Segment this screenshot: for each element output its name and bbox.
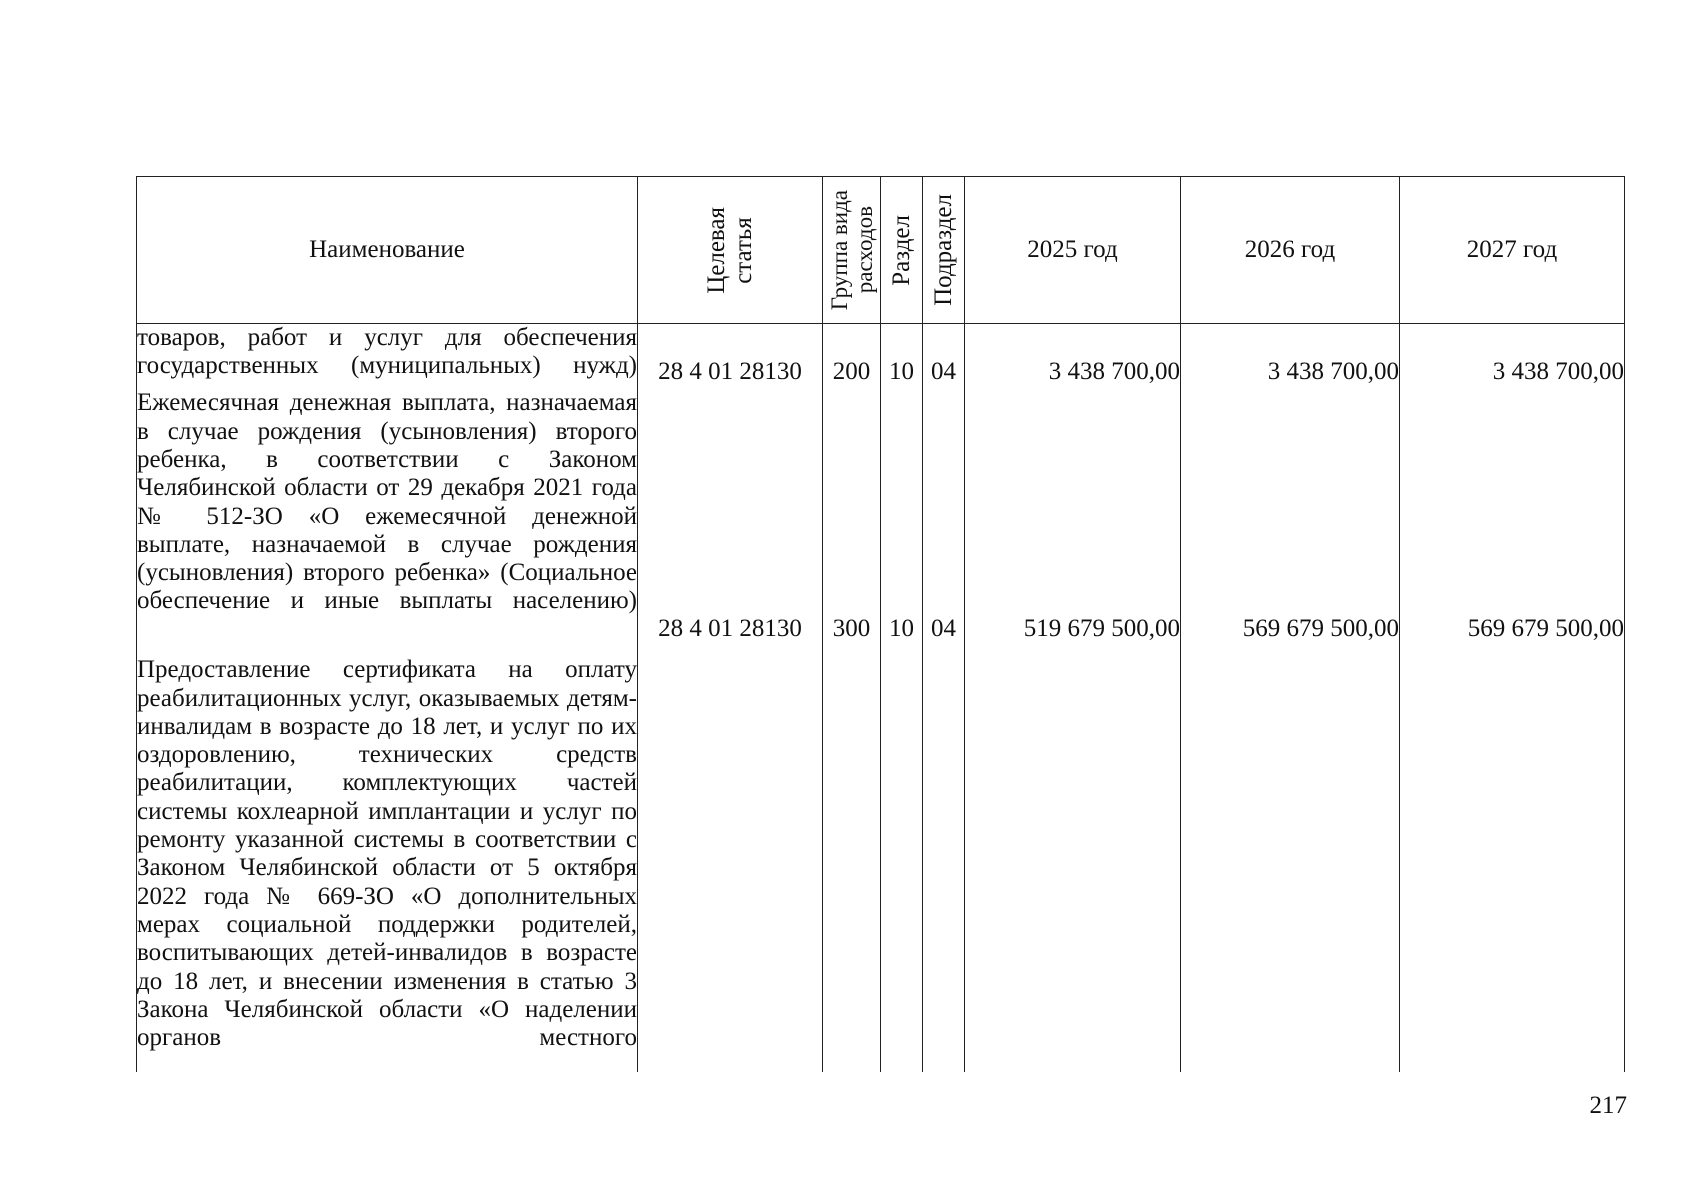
amount-2025-cell: 3 438 700,00 [965,324,1181,390]
subsection-cell: 04 [923,324,965,390]
row-name-cell: товаров, работ и услуг для обеспечения государственных (муниципальных) нужд) [137,324,638,390]
header-section: Раздел [881,177,923,324]
amount-2026-cell: 3 438 700,00 [1181,324,1400,390]
section-cell [881,656,923,1072]
row-name-cell: Предоставление сертификата на оплату реабилитационных услуг, оказываемых детям-инвалидам в возрасте до 18 лет, и услуг по их оздоровлению, технических средств реабилитации, комплектующих частей системы кохлеарной имплантации и услуг по ремонту указанной системы в соответствии с Законом Челябинской области от 5 октября 2022 года № 669-ЗО «О дополнительных мерах социальной поддержки родителей, воспитывающих детей-инвалидов в возрасте до 18 лет, и внесении изменения в статью 3 Закона Челябинской области «О наделении органов местного [137,656,638,1072]
section-cell: 10 [881,324,923,390]
subsection-cell [923,656,965,1072]
table-row [137,324,1625,390]
header-target-article: Целевая статья [638,177,823,324]
amount-2025-cell [965,656,1181,1072]
amount-2025-cell: 519 679 500,00 [965,389,1181,656]
target-article-cell: 28 4 01 28130 [638,324,823,390]
amount-2027-cell: 569 679 500,00 [1400,389,1625,656]
table-header-row [137,177,1625,324]
header-year-2026: 2026 год [1181,177,1400,324]
header-name: Наименование [137,177,638,324]
amount-2026-cell: 569 679 500,00 [1181,389,1400,656]
target-article-cell: 28 4 01 28130 [638,389,823,656]
expense-group-cell: 300 [823,389,881,656]
target-article-cell [638,656,823,1072]
header-year-2025: 2025 год [965,177,1181,324]
budget-table [136,176,1625,1072]
header-expense-group: Группа вида расходов [823,177,881,324]
row-name-cell: Ежемесячная денежная выплата, назначаемая в случае рождения (усыновления) второго ребенка, в соответствии с Законом Челябинской области от 29 декабря 2021 года № 512-ЗО «О ежемесячной денежной выплате, назначаемой в случае рождения (усыновления) второго ребенка» (Социальное обеспечение и иные выплаты населению) [137,389,638,656]
amount-2026-cell [1181,656,1400,1072]
section-cell: 10 [881,389,923,656]
header-year-2027: 2027 год [1400,177,1625,324]
amount-2027-cell [1400,656,1625,1072]
amount-2027-cell: 3 438 700,00 [1400,324,1625,390]
page-number: 217 [1589,1092,1627,1119]
table-row [137,389,1625,656]
table-row [137,656,1625,1072]
subsection-cell: 04 [923,389,965,656]
expense-group-cell: 200 [823,324,881,390]
expense-group-cell [823,656,881,1072]
header-subsection: Подраздел [923,177,965,324]
